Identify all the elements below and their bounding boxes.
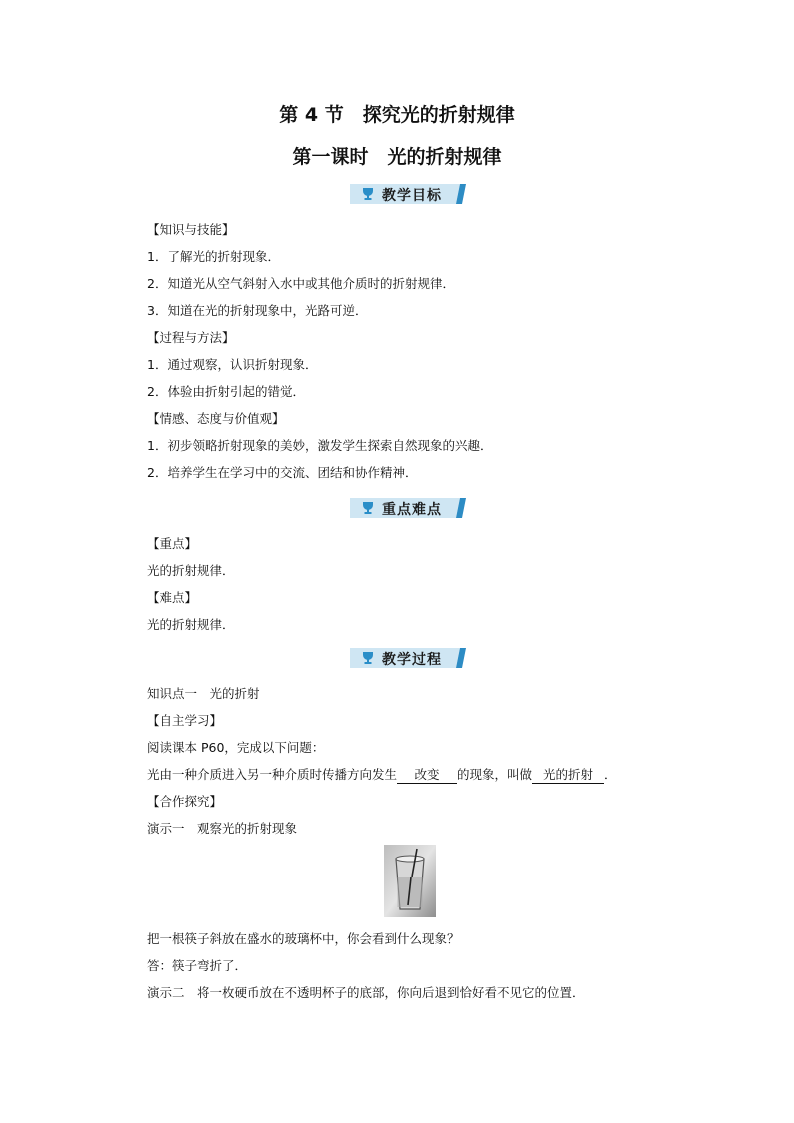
fill-prefix: 光由一种介质进入另一种介质时传播方向发生 (147, 767, 398, 782)
self-study-intro: 阅读课本 P60，完成以下问题： (147, 740, 325, 755)
difficult-text: 光的折射规律． (147, 617, 235, 632)
fill-middle: 的现象，叫做 (457, 767, 533, 782)
trophy-icon (360, 500, 376, 516)
key-heading: 【重点】 (147, 536, 198, 551)
list-item: 2．体验由折射引起的错觉． (147, 384, 305, 399)
key-text: 光的折射规律． (147, 563, 235, 578)
list-item: 2．知道光从空气斜射入水中或其他介质时的折射规律． (147, 276, 455, 291)
list-item: 1．初步领略折射现象的美妙，激发学生探索自然现象的兴趣． (147, 438, 493, 453)
list-item: 1．了解光的折射现象． (147, 249, 280, 264)
section-banner-keypoints (350, 496, 468, 520)
process-method-heading: 【过程与方法】 (147, 330, 235, 345)
trophy-icon (360, 650, 376, 666)
knowledge-heading: 【知识与技能】 (147, 222, 235, 237)
list-item: 1．通过观察，认识折射现象． (147, 357, 318, 372)
glass-with-chopstick-image (384, 845, 436, 917)
fill-blank-answer: 光的折射 (532, 767, 604, 784)
self-study-heading: 【自主学习】 (147, 713, 223, 728)
section-banner-goals (350, 182, 468, 206)
knowledge-point-title: 知识点一 光的折射 (147, 686, 260, 701)
demo-one: 演示一 观察光的折射现象 (147, 821, 298, 836)
page-title: 第 4 节 探究光的折射规律 (279, 104, 515, 126)
difficult-heading: 【难点】 (147, 590, 198, 605)
page-subtitle: 第一课时 光的折射规律 (292, 146, 502, 168)
question-text: 把一根筷子斜放在盛水的玻璃杯中，你会看到什么现象？ (147, 931, 460, 946)
attitude-heading: 【情感、态度与价值观】 (147, 411, 285, 426)
cooperation-heading: 【合作探究】 (147, 794, 223, 809)
section-banner-process (350, 646, 468, 670)
banner-label: 重点难点 (382, 502, 442, 518)
fill-suffix: ． (604, 767, 617, 782)
list-item: 3．知道在光的折射现象中，光路可逆． (147, 303, 368, 318)
answer-text: 答：筷子弯折了． (147, 958, 248, 973)
fill-in-sentence (147, 767, 617, 784)
banner-label: 教学目标 (382, 188, 442, 204)
banner-label: 教学过程 (382, 652, 442, 668)
demo-two: 演示二 将一枚硬币放在不透明杯子的底部，你向后退到恰好看不见它的位置． (147, 985, 585, 1000)
trophy-icon (360, 186, 376, 202)
fill-blank-answer: 改变 (397, 767, 457, 784)
list-item: 2．培养学生在学习中的交流、团结和协作精神． (147, 465, 418, 480)
